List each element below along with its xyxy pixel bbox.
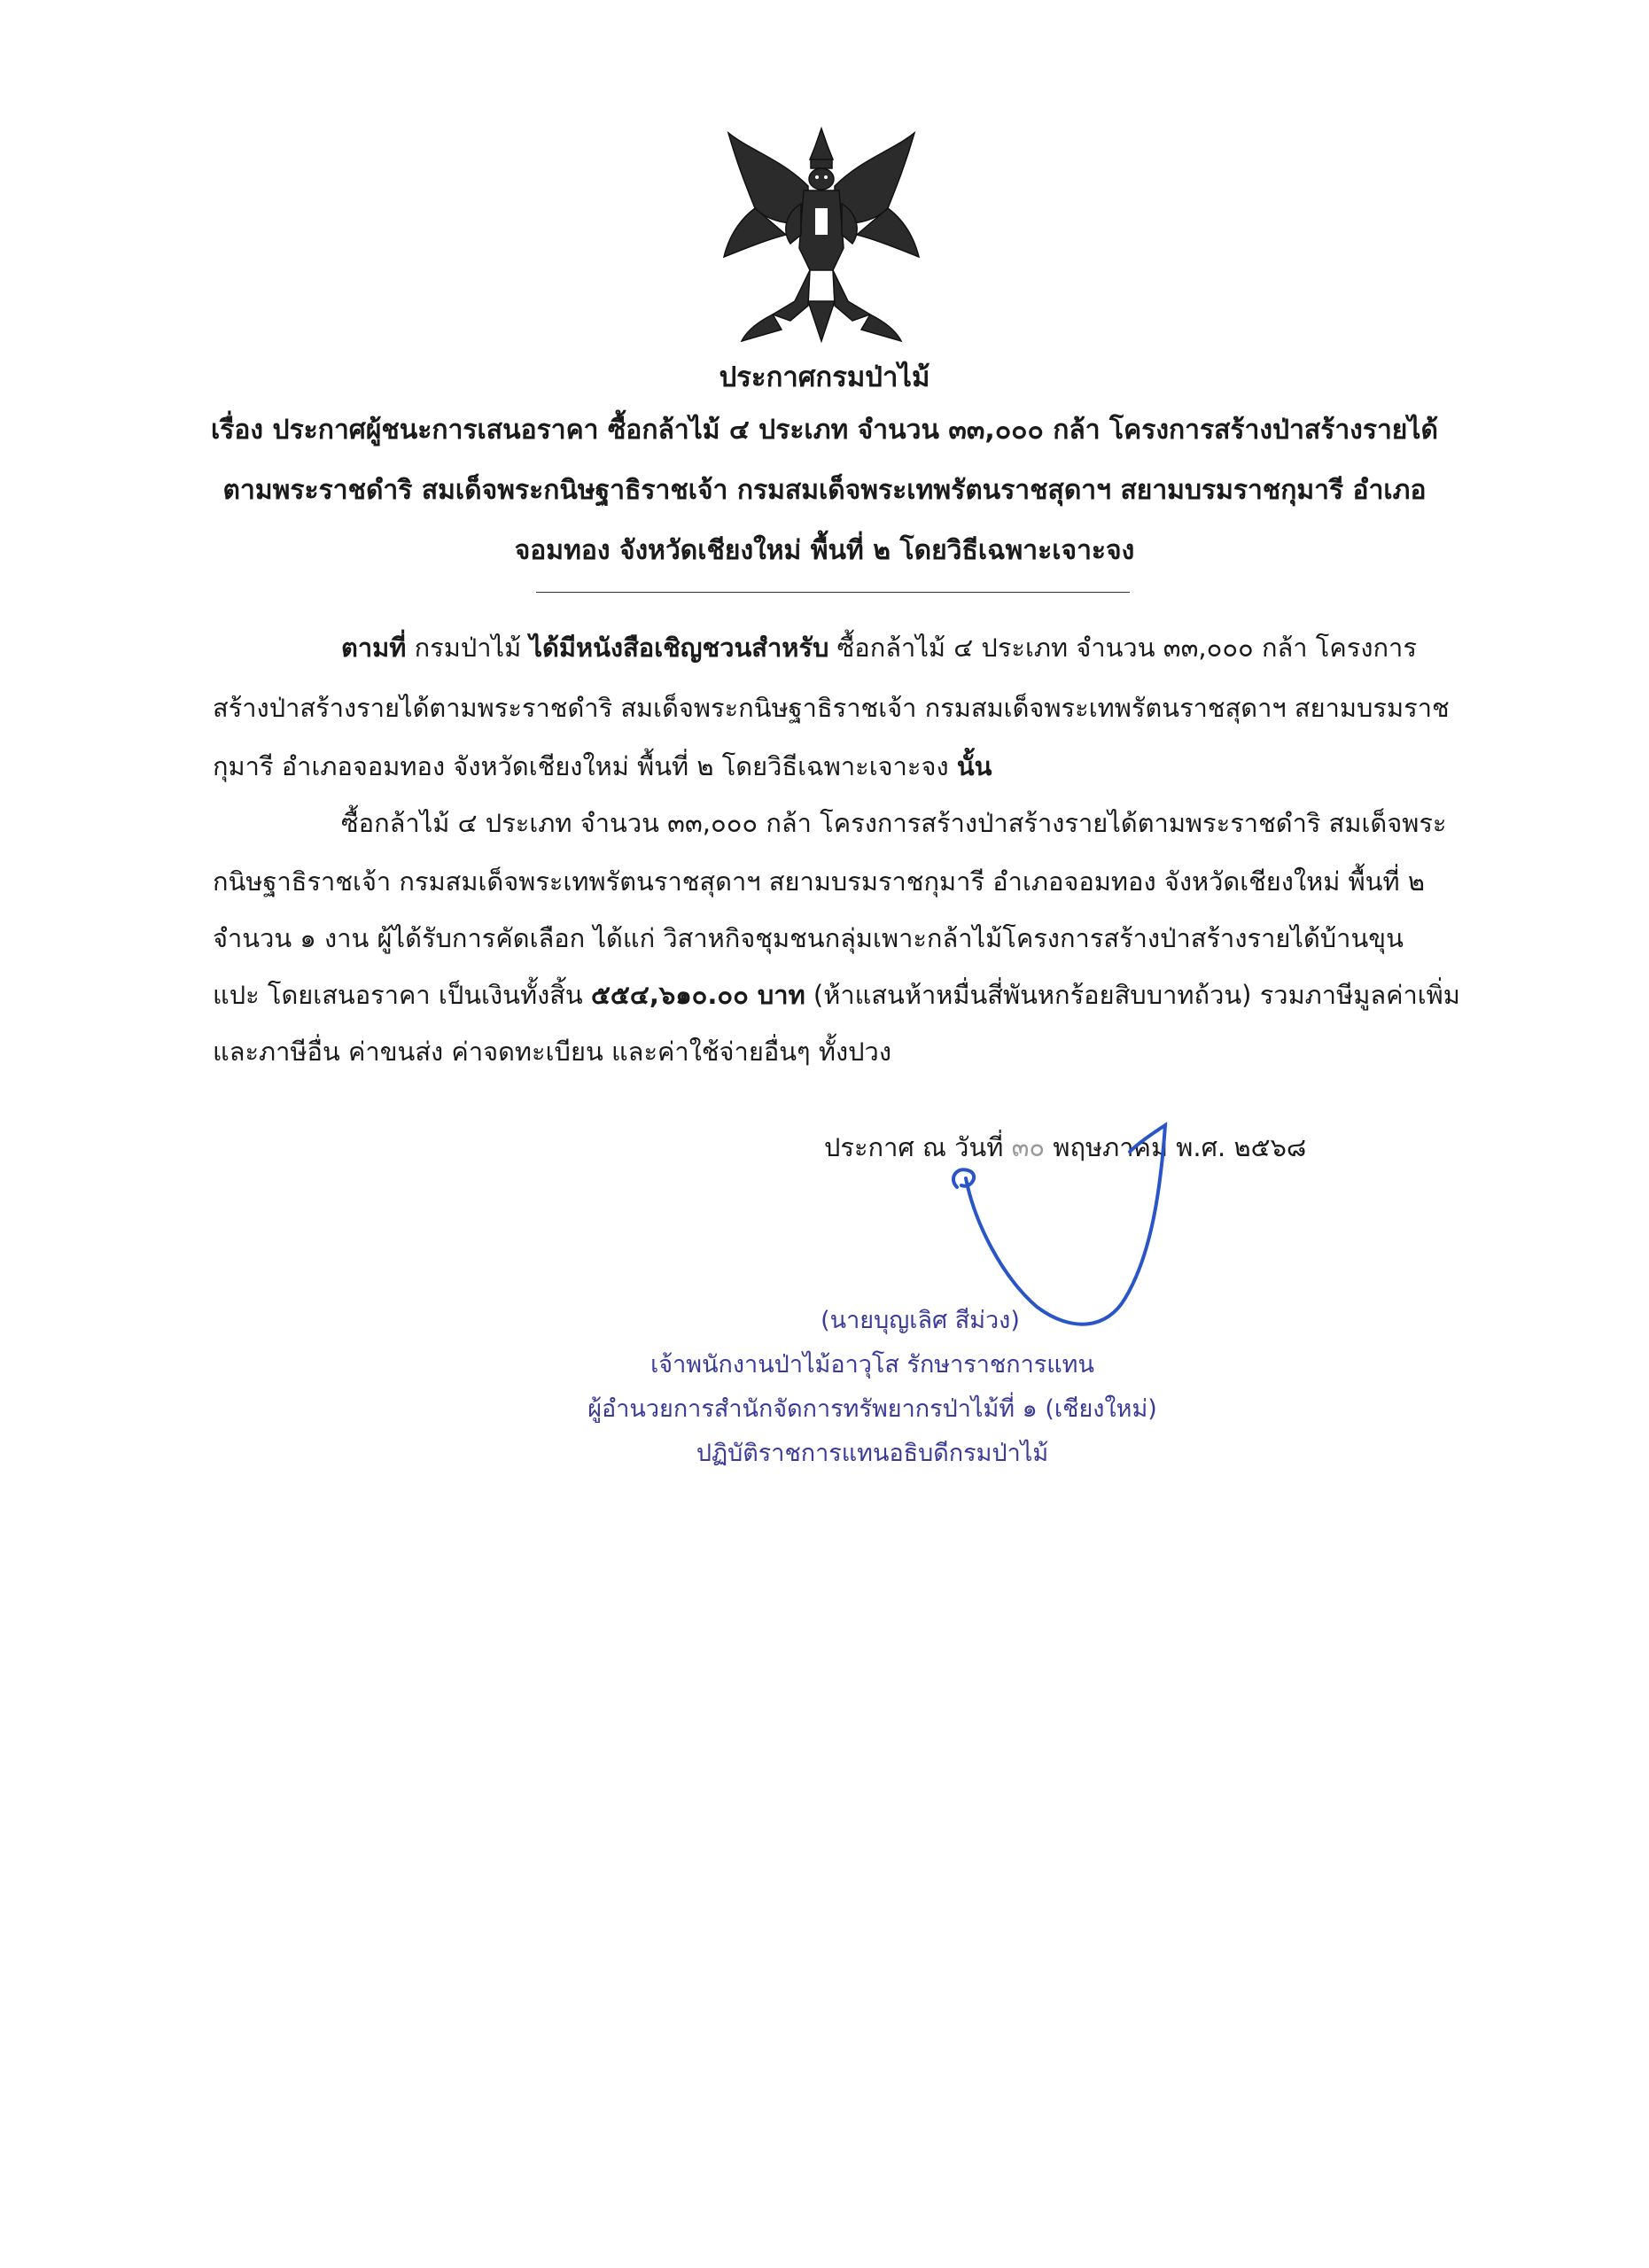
announcement-label: ประกาศ ณ วันที่ <box>824 1132 1004 1162</box>
paragraph-1-line-2: สร้างป่าสร้างรายได้ตามพระราชดำริ สมเด็จพระกนิษฐาธิราชเจ้า กรมสมเด็จพระเทพรัตนราชสุดาฯ สยามบรมราช <box>213 693 1450 723</box>
paragraph-2-line-1: ซื้อกล้าไม้ ๔ ประเภท จำนวน ๓๓,๐๐๐ กล้า โครงการสร้างป่าสร้างรายได้ตามพระราชดำริ สมเด็จพระ <box>341 808 1447 838</box>
text-bold: ตามที่ <box>341 633 407 663</box>
amount-bold: ๕๕๔,๖๑๐.๐๐ บาท <box>590 980 805 1010</box>
subject-line-2: ตามพระราชดำริ สมเด็จพระกนิษฐาธิราชเจ้า กรมสมเด็จพระเทพรัตนราชสุดาฯ สยามบรมราชกุมารี อำเภอ <box>222 475 1427 506</box>
announcement-day: ๓๐ <box>1011 1132 1046 1162</box>
subject-line-1: เรื่อง ประกาศผู้ชนะการเสนอราคา ซื้อกล้าไม้ ๔ ประเภท จำนวน ๓๓,๐๐๐ กล้า โครงการสร้างป่าสร้างรายได้ <box>211 415 1438 446</box>
announcement-month-year: พฤษภาคม พ.ศ. ๒๕๖๘ <box>1053 1132 1307 1162</box>
document-title: ประกาศกรมป่าไม้ <box>719 361 930 393</box>
signer-position-3: ปฏิบัติราชการแทนอธิบดีกรมป่าไม้ <box>696 1440 1049 1467</box>
paragraph-2-line-3: จำนวน ๑ งาน ผู้ได้รับการคัดเลือก ได้แก่ วิสาหกิจชุมชนกลุ่มเพาะกล้าไม้โครงการสร้างป่าสร้างรายได้บ้านขุน <box>213 923 1404 953</box>
garuda-emblem-icon <box>719 124 923 346</box>
signer-name: (นายบุญเลิศ สีม่วง) <box>821 1307 1020 1334</box>
signer-position-1: เจ้าพนักงานป่าไม้อาวุโส รักษาราชการแทน <box>650 1351 1094 1379</box>
signer-position-2: ผู้อำนวยการสำนักจัดการทรัพยากรป่าไม้ที่ ๑ (เชียงใหม่) <box>587 1395 1157 1423</box>
paragraph-1-line-3 <box>213 746 992 787</box>
text-bold: นั้น <box>956 751 992 781</box>
divider-line <box>536 592 1130 593</box>
text: กรมป่าไม้ <box>406 633 530 663</box>
paragraph-1-line-1 <box>341 627 1417 668</box>
text-bold: ได้มีหนังสือเชิญชวนสำหรับ <box>529 633 829 663</box>
subject-line-3: จอมทอง จังหวัดเชียงใหม่ พื้นที่ ๒ โดยวิธีเฉพาะเจาะจง <box>514 535 1135 566</box>
text: ซื้อกล้าไม้ ๔ ประเภท จำนวน ๓๓,๐๐๐ กล้า โครงการ <box>828 633 1417 663</box>
text: แปะ โดยเสนอราคา เป็นเงินทั้งสิ้น <box>213 980 591 1010</box>
text: (ห้าแสนห้าหมื่นสี่พันหกร้อยสิบบาทถ้วน) รวมภาษีมูลค่าเพิ่ม <box>805 980 1460 1010</box>
paragraph-2-line-4 <box>213 975 1460 1015</box>
paragraph-2-line-2: กนิษฐาธิราชเจ้า กรมสมเด็จพระเทพรัตนราชสุดาฯ สยามบรมราชกุมารี อำเภอจอมทอง จังหวัดเชียงใหม่ พื้นที่ ๒ <box>213 866 1425 897</box>
text: กุมารี อำเภอจอมทอง จังหวัดเชียงใหม่ พื้นที่ ๒ โดยวิธีเฉพาะเจาะจง <box>213 751 957 781</box>
paragraph-2-line-5: และภาษีอื่น ค่าขนส่ง ค่าจดทะเบียน และค่าใช้จ่ายอื่นๆ ทั้งปวง <box>213 1037 891 1067</box>
